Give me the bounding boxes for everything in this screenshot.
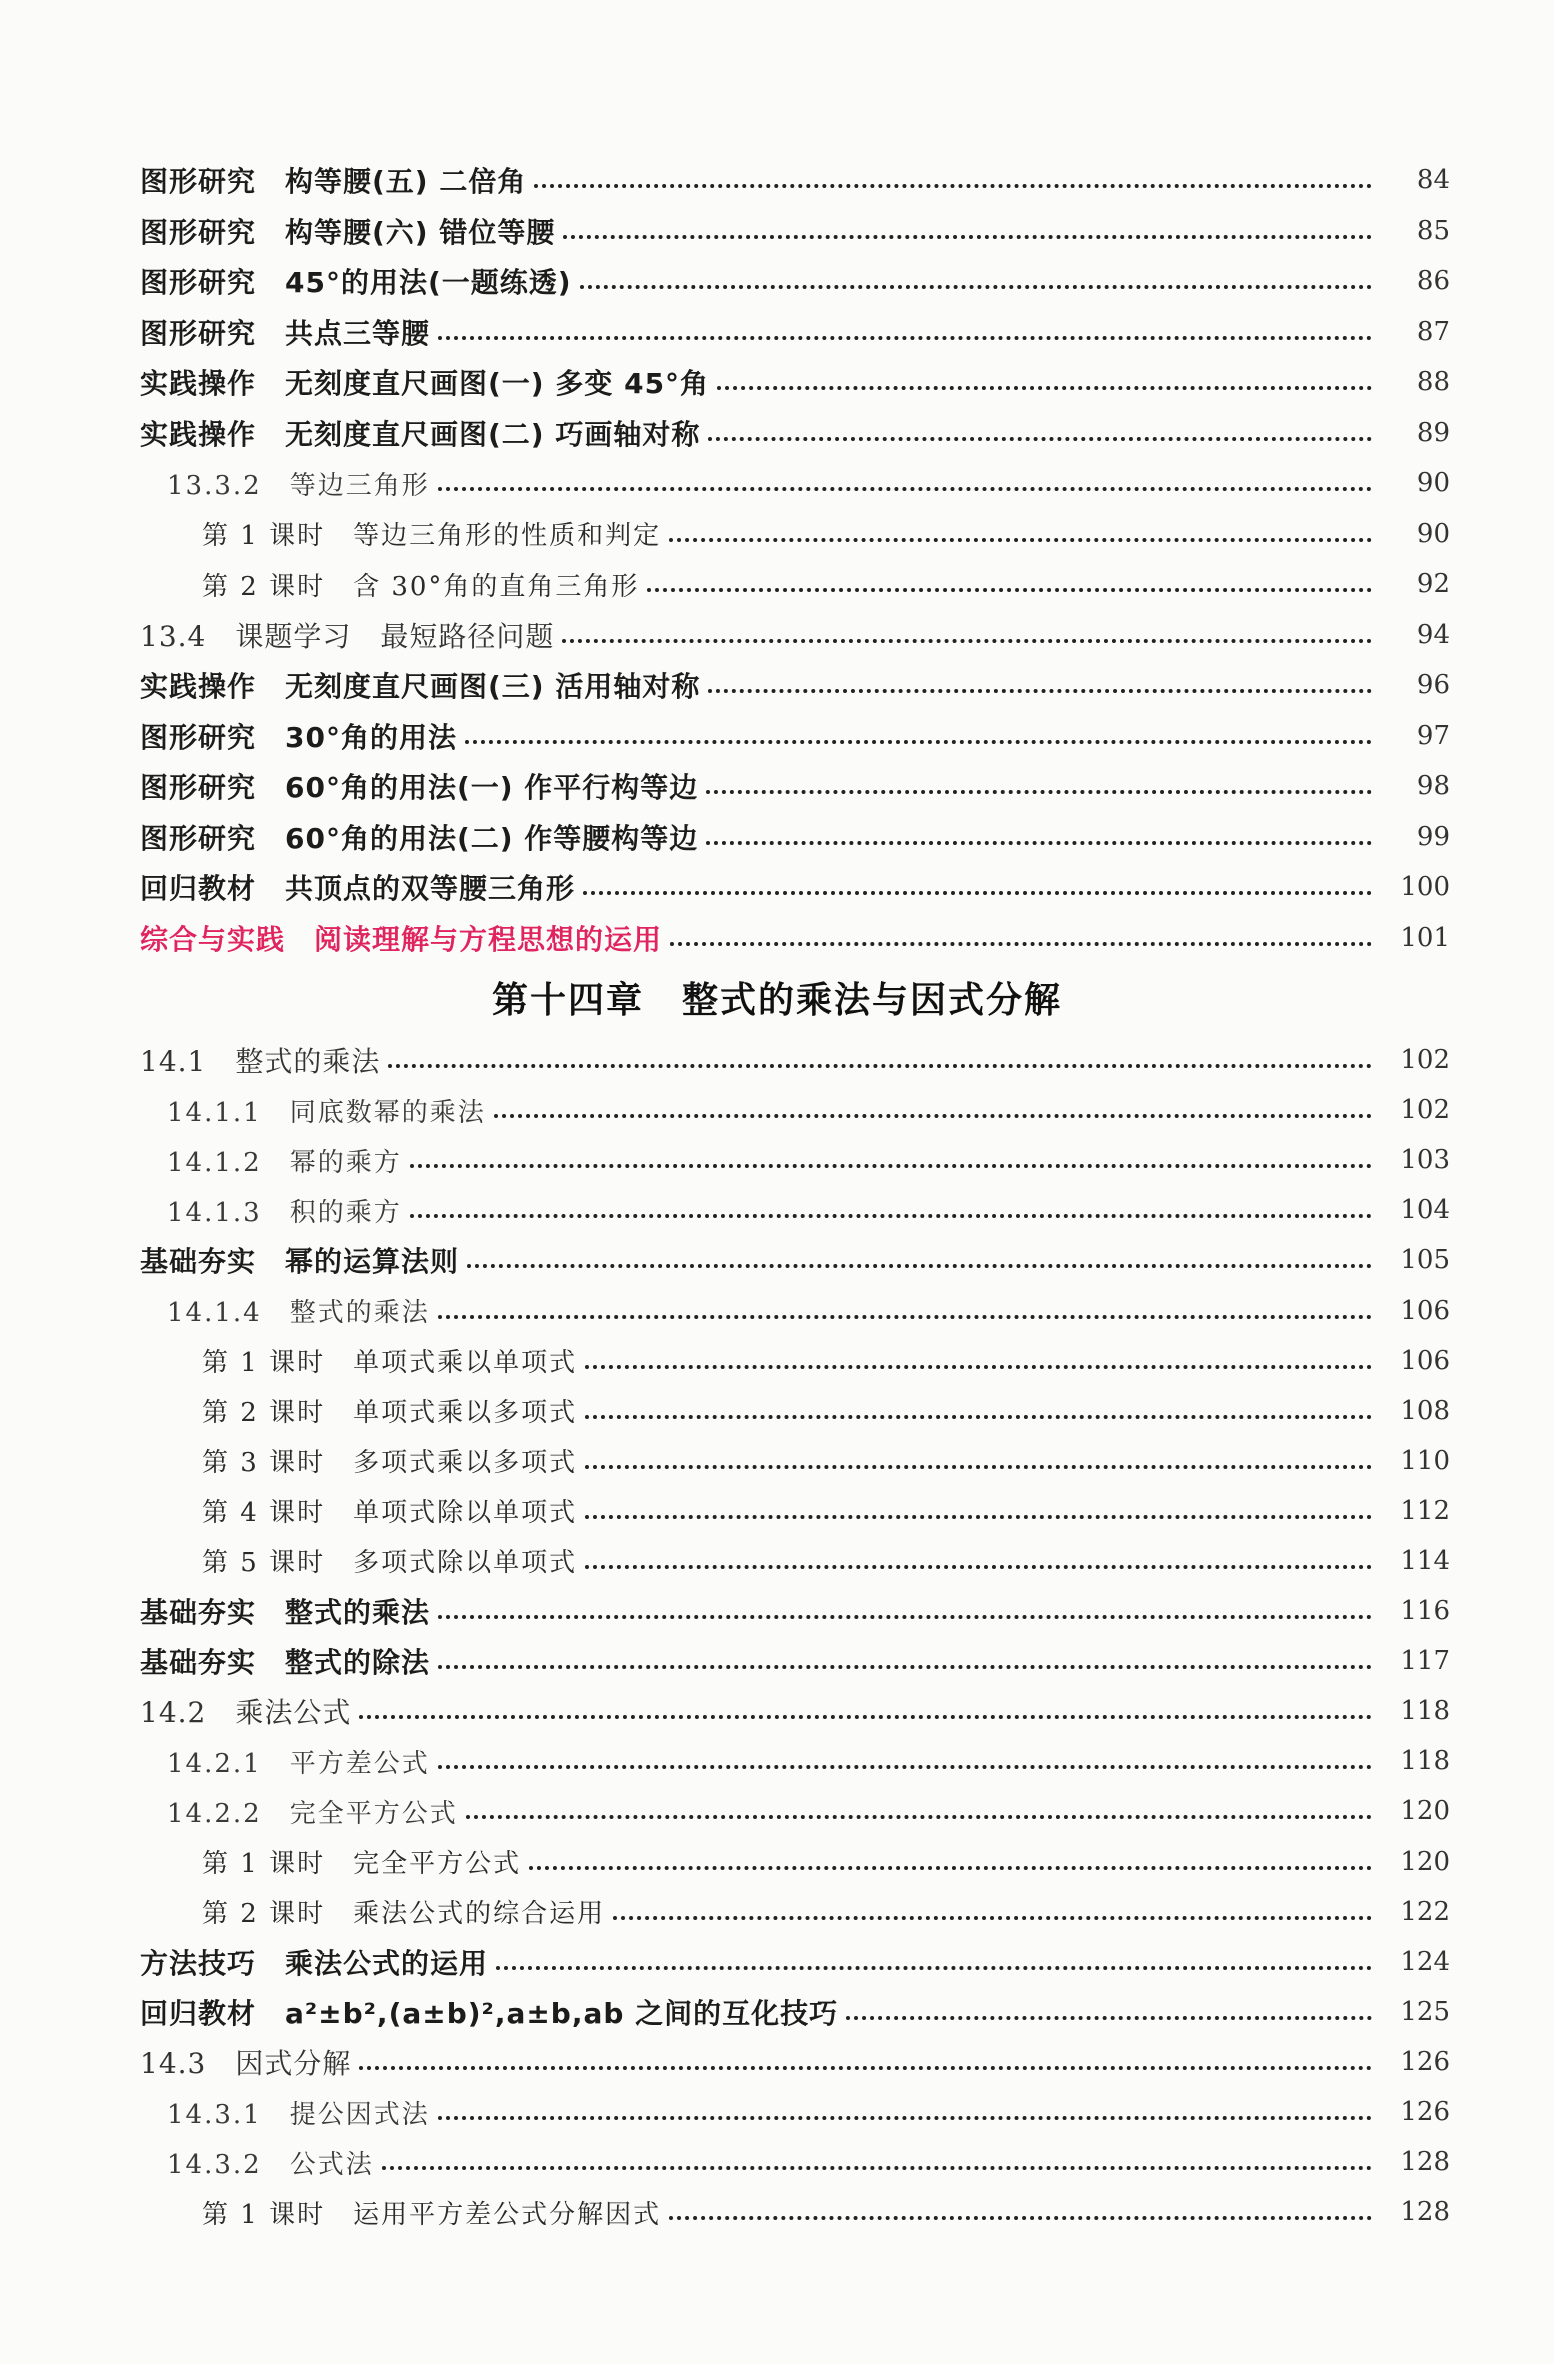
toc-entry-page: 102 <box>1400 1095 1450 1126</box>
dot-leader <box>585 1411 1372 1419</box>
toc-entry-label: 图形研究 60°角的用法(一) 作平行构等边 <box>140 771 699 805</box>
toc-entry[interactable] <box>0 1786 1554 1836</box>
toc-entry[interactable] <box>0 2037 1554 2087</box>
toc-entry-label: 14.1.4 整式的乘法 <box>167 1298 430 1329</box>
toc-entry[interactable] <box>0 1436 1554 1486</box>
toc-entry[interactable] <box>0 408 1554 459</box>
toc-entry-page: 102 <box>1400 1045 1450 1076</box>
toc-entry-page: 86 <box>1416 266 1450 297</box>
toc-entry[interactable] <box>0 1686 1554 1736</box>
toc-entry-page: 88 <box>1416 367 1450 398</box>
toc-entry[interactable] <box>0 1736 1554 1786</box>
dot-leader <box>669 2212 1372 2220</box>
toc-entry-page: 114 <box>1400 1545 1450 1576</box>
dot-leader <box>706 786 1372 794</box>
toc-entry-label: 第 1 课时 等边三角形的性质和判定 <box>202 521 662 552</box>
toc-entry-label: 图形研究 构等腰(五) 二倍角 <box>140 165 527 199</box>
toc-entry-page: 120 <box>1400 1796 1450 1827</box>
toc-entry-label: 第 4 课时 单项式除以单项式 <box>202 1498 578 1529</box>
dot-leader <box>717 382 1372 390</box>
dot-leader <box>585 1561 1372 1569</box>
dot-leader <box>466 1811 1372 1819</box>
toc-entry-page: 122 <box>1400 1896 1450 1927</box>
toc-entry-label: 14.3.2 公式法 <box>167 2149 374 2180</box>
toc-entry-page: 85 <box>1416 215 1450 246</box>
toc-entry-page: 125 <box>1400 1996 1450 2027</box>
toc-entry[interactable] <box>0 1285 1554 1335</box>
toc-entry-page: 106 <box>1400 1295 1450 1326</box>
toc-entry-label: 图形研究 构等腰(六) 错位等腰 <box>140 215 556 249</box>
toc-entry-label: 回归教材 共顶点的双等腰三角形 <box>140 872 576 906</box>
toc-entry-page: 117 <box>1400 1646 1450 1677</box>
toc-entry[interactable] <box>0 761 1554 812</box>
toc-entry-page: 118 <box>1400 1746 1450 1777</box>
toc-entry-page: 126 <box>1400 2097 1450 2128</box>
dot-leader <box>647 584 1372 592</box>
dot-leader <box>669 534 1372 542</box>
dot-leader <box>708 685 1372 693</box>
toc-entry-label: 14.3 因式分解 <box>140 2046 352 2080</box>
toc-entry[interactable] <box>0 660 1554 711</box>
toc-entry[interactable] <box>0 1185 1554 1235</box>
toc-entry-label: 方法技巧 乘法公式的运用 <box>140 1946 489 1980</box>
toc-entry-label: 第 2 课时 单项式乘以多项式 <box>202 1398 578 1429</box>
toc-entry[interactable] <box>0 1035 1554 1085</box>
toc-entry-page: 106 <box>1400 1345 1450 1376</box>
dot-leader <box>670 938 1372 946</box>
toc-entry-label: 图形研究 共点三等腰 <box>140 316 431 350</box>
toc-section-chapter-14 <box>0 1035 1554 2237</box>
toc-entry-label: 第 1 课时 完全平方公式 <box>202 1849 522 1880</box>
dot-leader <box>585 1511 1372 1519</box>
toc-entry[interactable] <box>0 1386 1554 1436</box>
toc-entry-label: 14.1.3 积的乘方 <box>167 1197 402 1228</box>
dot-leader <box>388 1060 1372 1068</box>
toc-entry[interactable] <box>0 2137 1554 2187</box>
toc-entry-label: 14.2.2 完全平方公式 <box>167 1798 458 1829</box>
dot-leader <box>613 1912 1372 1920</box>
toc-entry-label: 14.2.1 平方差公式 <box>167 1748 430 1779</box>
toc-entry[interactable] <box>0 155 1554 206</box>
toc-section-chapter-13-continued <box>0 155 1554 963</box>
dot-leader <box>438 1311 1372 1319</box>
toc-entry-label: 回归教材 a²±b²,(a±b)²,a±b,ab 之间的互化技巧 <box>140 1996 839 2030</box>
toc-entry-label: 13.4 课题学习 最短路径问题 <box>140 619 555 653</box>
toc-entry[interactable] <box>0 1135 1554 1185</box>
dot-leader <box>438 1661 1372 1669</box>
dot-leader <box>529 1862 1372 1870</box>
dot-leader <box>563 231 1372 239</box>
toc-entry-page: 100 <box>1400 872 1450 903</box>
toc-entry[interactable] <box>0 2187 1554 2237</box>
toc-entry-label: 第 2 课时 乘法公式的综合运用 <box>202 1899 606 1930</box>
toc-entry-page: 96 <box>1416 670 1450 701</box>
toc-entry[interactable] <box>0 1085 1554 1135</box>
toc-entry[interactable] <box>0 1987 1554 2037</box>
toc-entry[interactable] <box>0 458 1554 509</box>
toc-entry[interactable] <box>0 711 1554 762</box>
toc-entry-label: 图形研究 30°角的用法 <box>140 720 457 754</box>
toc-entry-label: 基础夯实 整式的除法 <box>140 1646 431 1680</box>
toc-entry-page: 128 <box>1400 2197 1450 2228</box>
toc-entry-label: 实践操作 无刻度直尺画图(三) 活用轴对称 <box>140 670 701 704</box>
toc-entry-page: 116 <box>1400 1596 1450 1627</box>
toc-entry-page: 124 <box>1400 1946 1450 1977</box>
toc-entry-page: 126 <box>1400 2046 1450 2077</box>
dot-leader <box>708 433 1372 441</box>
dot-leader <box>410 1160 1372 1168</box>
toc-entry-label: 第 3 课时 多项式乘以多项式 <box>202 1448 578 1479</box>
toc-entry-label: 实践操作 无刻度直尺画图(一) 多变 45°角 <box>140 367 710 401</box>
toc-entry-highlight[interactable] <box>0 913 1554 964</box>
toc-entry[interactable] <box>0 812 1554 863</box>
toc-entry[interactable] <box>0 2087 1554 2137</box>
toc-entry-page: 118 <box>1400 1696 1450 1727</box>
dot-leader <box>382 2162 1372 2170</box>
toc-entry-label: 实践操作 无刻度直尺画图(二) 巧画轴对称 <box>140 417 701 451</box>
toc-entry[interactable] <box>0 509 1554 560</box>
dot-leader <box>534 180 1372 188</box>
dot-leader <box>494 1110 1372 1118</box>
dot-leader <box>706 837 1372 845</box>
toc-entry-label: 第 1 课时 运用平方差公式分解因式 <box>202 2199 662 2230</box>
dot-leader <box>438 1611 1372 1619</box>
toc-entry[interactable] <box>0 1336 1554 1386</box>
toc-entry-page: 97 <box>1416 720 1450 751</box>
toc-entry[interactable] <box>0 357 1554 408</box>
toc-entry-page: 112 <box>1400 1495 1450 1526</box>
dot-leader <box>580 281 1372 289</box>
toc-entry-page: 105 <box>1400 1245 1450 1276</box>
toc-entry-label: 14.2 乘法公式 <box>140 1696 352 1730</box>
toc-entry-label: 基础夯实 幂的运算法则 <box>140 1245 460 1279</box>
dot-leader <box>359 2062 1372 2070</box>
toc-entry[interactable] <box>0 1887 1554 1937</box>
toc-entry-page: 110 <box>1400 1445 1450 1476</box>
toc-entry-page: 101 <box>1400 922 1450 953</box>
toc-entry[interactable] <box>0 559 1554 610</box>
toc-entry-page: 108 <box>1400 1395 1450 1426</box>
toc-entry[interactable] <box>0 1937 1554 1987</box>
dot-leader <box>438 2112 1372 2120</box>
toc-entry-label: 综合与实践 阅读理解与方程思想的运用 <box>140 922 663 956</box>
toc-entry[interactable] <box>0 1837 1554 1887</box>
toc-entry[interactable] <box>0 1235 1554 1285</box>
toc-entry-page: 89 <box>1416 417 1450 448</box>
dot-leader <box>585 1461 1372 1469</box>
toc-entry[interactable] <box>0 307 1554 358</box>
toc-entry-page: 90 <box>1416 468 1450 499</box>
dot-leader <box>496 1962 1372 1970</box>
toc-entry-page: 90 <box>1416 518 1450 549</box>
toc-entry[interactable] <box>0 862 1554 913</box>
toc-entry[interactable] <box>0 1586 1554 1636</box>
dot-leader <box>359 1711 1372 1719</box>
toc-entry[interactable] <box>0 206 1554 257</box>
toc-entry-label: 13.3.2 等边三角形 <box>167 470 430 501</box>
toc-entry-label: 图形研究 45°的用法(一题练透) <box>140 266 572 300</box>
toc-entry-page: 94 <box>1416 619 1450 650</box>
toc-entry-page: 92 <box>1416 569 1450 600</box>
toc-entry-label: 14.1 整式的乘法 <box>140 1045 381 1079</box>
toc-entry-page: 84 <box>1416 165 1450 196</box>
dot-leader <box>562 635 1372 643</box>
toc-entry-page: 120 <box>1400 1846 1450 1877</box>
dot-leader <box>583 887 1372 895</box>
toc-entry-label: 基础夯实 整式的乘法 <box>140 1596 431 1630</box>
dot-leader <box>846 2012 1372 2020</box>
dot-leader <box>465 736 1372 744</box>
toc-entry-page: 128 <box>1400 2147 1450 2178</box>
toc-entry-label: 14.3.1 提公因式法 <box>167 2099 430 2130</box>
toc-entry-label: 图形研究 60°角的用法(二) 作等腰构等边 <box>140 821 699 855</box>
dot-leader <box>438 483 1372 491</box>
toc-entry[interactable] <box>0 256 1554 307</box>
dot-leader <box>438 1761 1372 1769</box>
toc-entry-page: 103 <box>1400 1145 1450 1176</box>
toc-entry-label: 第 1 课时 单项式乘以单项式 <box>202 1348 578 1379</box>
toc-entry-page: 104 <box>1400 1195 1450 1226</box>
dot-leader <box>467 1260 1372 1268</box>
toc-entry[interactable] <box>0 1536 1554 1586</box>
toc-entry[interactable] <box>0 610 1554 661</box>
toc-entry-label: 14.1.1 同底数幂的乘法 <box>167 1097 486 1128</box>
toc-entry[interactable] <box>0 1636 1554 1686</box>
toc-entry-label: 第 5 课时 多项式除以单项式 <box>202 1548 578 1579</box>
chapter-title: 第十四章 整式的乘法与因式分解 <box>491 980 1062 1021</box>
toc-entry-page: 87 <box>1416 316 1450 347</box>
toc-entry-label: 14.1.2 幂的乘方 <box>167 1147 402 1178</box>
dot-leader <box>438 332 1372 340</box>
toc-entry-label: 第 2 课时 含 30°角的直角三角形 <box>202 571 640 602</box>
toc-entry[interactable] <box>0 1486 1554 1536</box>
toc-entry-page: 98 <box>1416 771 1450 802</box>
dot-leader <box>585 1361 1372 1369</box>
toc-entry-page: 99 <box>1416 821 1450 852</box>
dot-leader <box>410 1210 1372 1218</box>
